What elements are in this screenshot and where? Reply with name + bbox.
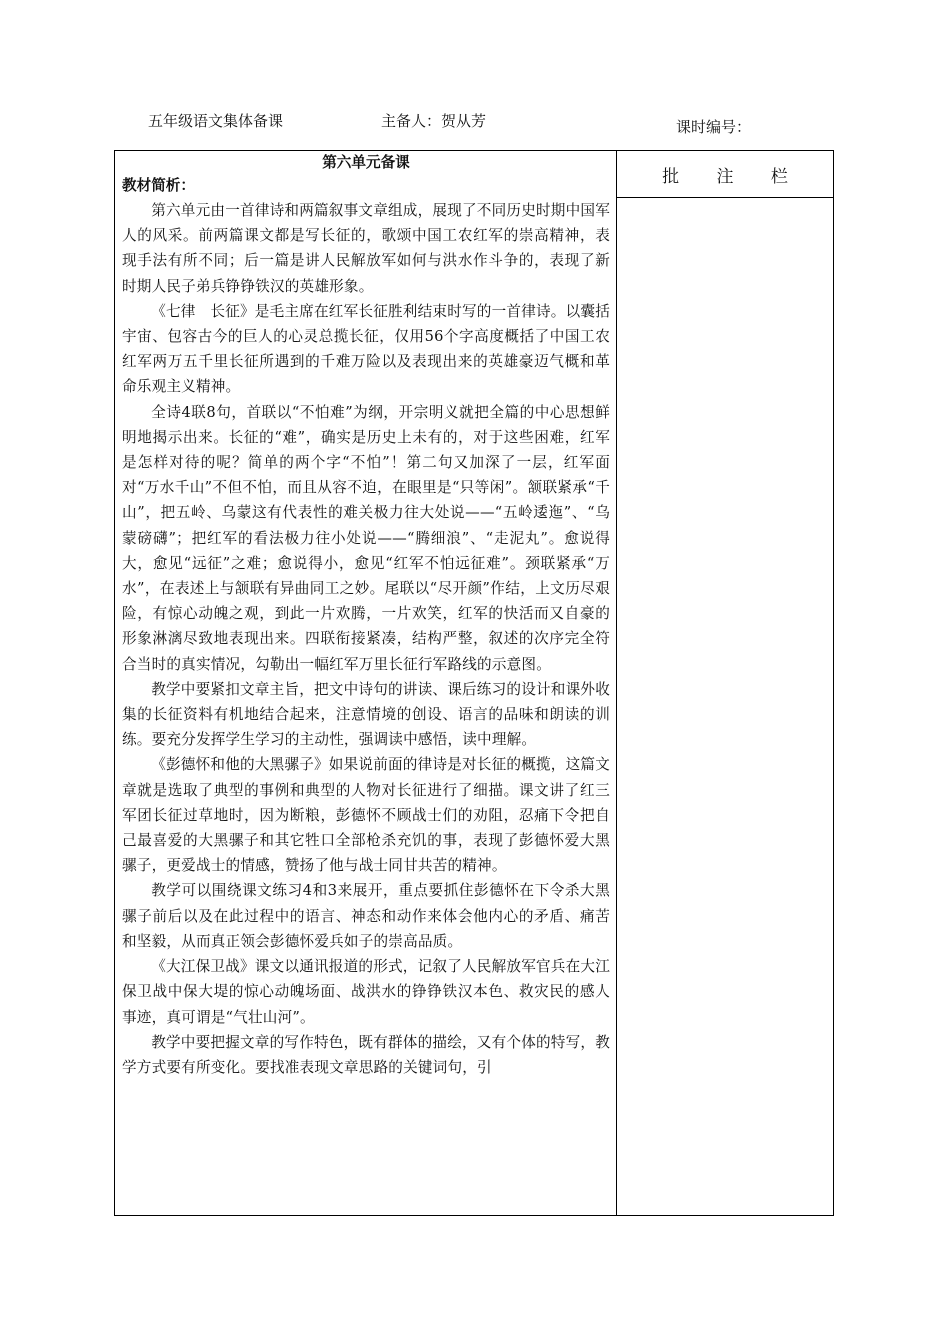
paragraph-unit-overview: 第六单元由一首律诗和两篇叙事文章组成，展现了不同历史时期中国军人的风采。前两篇课文都是写长征的，歌颂中国工农红军的崇高精神，表现手法有所不同；后一篇是讲人民解放军如何与洪水作斗争的，表现了新时期人民子弟兵铮铮铁汉的英雄形象。 — [122, 202, 610, 295]
lesson-content — [122, 152, 610, 1080]
unit-title: 第六单元备课 — [322, 154, 410, 171]
paragraph-river-defense-intro: 《大江保卫战》课文以通讯报道的形式，记叙了人民解放军官兵在大江保卫战中保大堤的惊心动魄场面、战洪水的铮铮铁汉本色、救灾民的感人事迹，真可谓是“气壮山河”。 — [122, 958, 610, 1026]
paragraph-long-march-poem-intro: 《七律 长征》是毛主席在红军长征胜利结束时写的一首律诗。以囊括宇宙、包容古今的巨人的心灵总揽长征，仅用56个字高度概括了中国工农红军两万五千里长征所遇到的千难万险以及表现出来的英雄豪迈气概和革命乐观主义精神。 — [122, 302, 610, 396]
paragraph-river-defense-teaching: 教学中要把握文章的写作特色，既有群体的描绘，又有个体的特写，教学方式要有所变化。要找准表现文章思路的关键词句，引 — [122, 1033, 610, 1076]
section-label-material-analysis: 教材简析： — [122, 177, 195, 194]
side-header-divider — [617, 197, 833, 198]
header-preparer: 主备人：贺从芳 — [381, 112, 487, 130]
header-grade-subject: 五年级语文集体备课 — [148, 112, 284, 130]
paragraph-peng-dehuai-intro: 《彭德怀和他的大黑骡子》如果说前面的律诗是对长征的概揽，这篇文章就是选取了典型的事例和典型的人物对长征进行了细描。课文讲了红三军团长征过草地时，因为断粮，彭德怀不顾战士们的劝阻，忍痛下令把自己最喜爱的大黑骡子和其它牲口全部枪杀充饥的事，表现了彭德怀爱大黑骡子，更爱战士的情感，赞扬了他与战士同甘共苦的精神。 — [122, 756, 610, 875]
paragraph-poem-teaching: 教学中要紧扣文章主旨，把文中诗句的讲读、课后练习的设计和课外收集的长征资料有机地结合起来，注意情境的创设、语言的品味和朗读的训练。要充分发挥学生学习的主动性，强调读中感悟，读中理解。 — [122, 680, 610, 749]
header-lesson-number: 课时编号： — [676, 118, 752, 136]
column-divider — [616, 150, 617, 1216]
paragraph-poem-analysis: 全诗4联8句，首联以“不怕难”为纲，开宗明义就把全篇的中心思想鲜明地揭示出来。长征的“难”，确实是历史上未有的，对于这些困难，红军是怎样对待的呢？简单的两个字“不怕”！第二句又加深了一层，红军面对“万水千山”不但不怕，而且从容不迫，在眼里是“只等闲”。颔联紧承“千山”，把五岭、乌蒙这有代表性的难关极力往大处说——“五岭逶迤”、“乌蒙磅礴”；把红军的看法极力往小处说——“腾细浪”、“走泥丸”。愈说得大，愈见“远征”之难；愈说得小，愈见“红军不怕远征难”。颈联紧承“万水”，在表述上与颔联有异曲同工之妙。尾联以“尽开颜”作结，上文历尽艰险，有惊心动魄之观，到此一片欢腾，一片欢笑，红军的快活而又自豪的形象淋漓尽致地表现出来。四联衔接紧凑，结构严整，叙述的次序完全符合当时的真实情况，勾勒出一幅红军万里长征行军路线的示意图。 — [122, 403, 610, 673]
annotation-column-title: 批 注 栏 — [662, 167, 804, 187]
paragraph-peng-dehuai-teaching: 教学可以围绕课文练习4和3来展开，重点要抓住彭德怀在下令杀大黑骡子前后以及在此过程中的语言、神态和动作来体会他内心的矛盾、痛苦和坚毅，从而真正领会彭德怀爱兵如子的崇高品质。 — [122, 882, 610, 950]
